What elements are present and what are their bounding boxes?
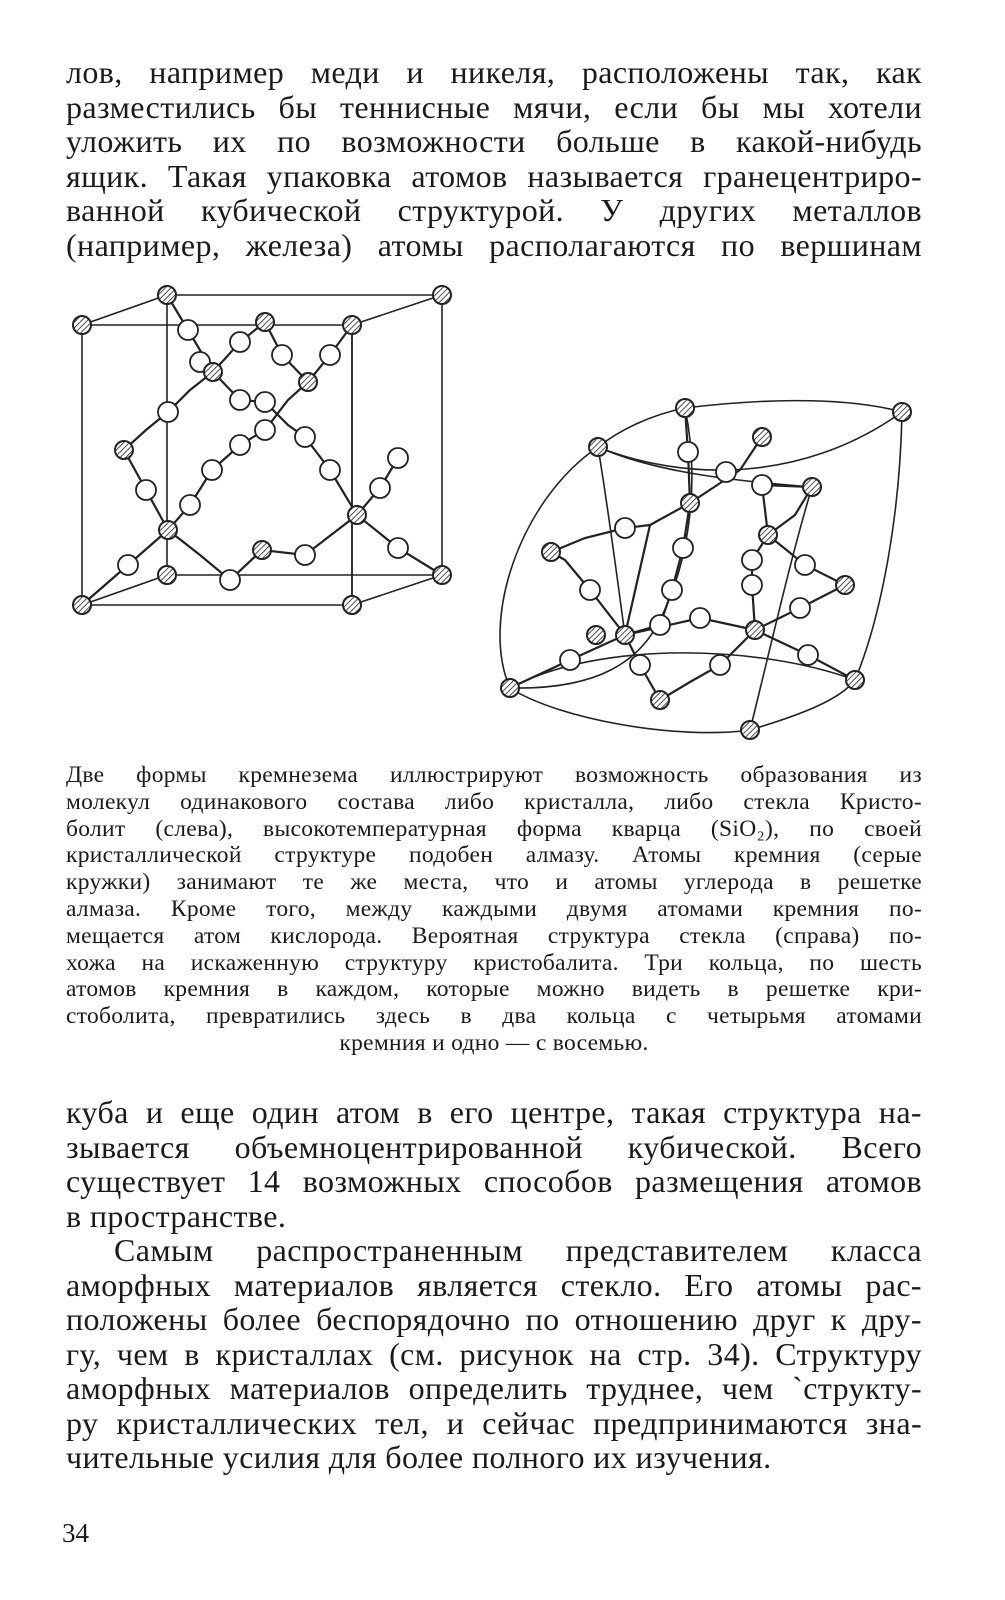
text-line: гу, чем в кристаллах (см. рисунок на стр. 34). Структуру bbox=[66, 1335, 922, 1372]
text-line: ящик. Такая упаковка атомов называется гранецентриро- bbox=[66, 157, 922, 194]
bottom-text bbox=[66, 1095, 922, 1475]
caption-line: хожа на искаженную структуру кристобалита. Три кольца, по шесть bbox=[66, 949, 922, 976]
text-line: (например, железа) атомы располагаются по вершинам bbox=[66, 226, 922, 263]
text-line: зывается объемноцентрированной кубической. Всего bbox=[66, 1128, 922, 1165]
silicon-atoms bbox=[501, 399, 911, 739]
text-line: лов, например меди и никеля, расположены так, как bbox=[66, 54, 922, 90]
caption-line: кристаллической структуре подобен алмазу. Атомы кремния (серые bbox=[66, 842, 922, 869]
figure-caption bbox=[66, 762, 922, 1057]
text-line: разместились бы теннисные мячи, если бы мы хотели bbox=[66, 88, 922, 125]
page-number: 34 bbox=[62, 1518, 89, 1548]
text-line: ру кристаллических тел, и сейчас предпринимаются зна- bbox=[66, 1404, 922, 1441]
caption-line: кружки) занимают те же места, что и атомы углерода в решетке bbox=[66, 869, 922, 896]
caption-line: болит (слева), высокотемпературная форма кварца (SiO₂), по своей bbox=[66, 815, 922, 842]
cristobalite-lattice bbox=[73, 286, 451, 614]
caption-line: мещается атом кислорода. Вероятная структура стекла (справа) по- bbox=[66, 922, 922, 949]
text-line: чительные усилия для более полного их изучения. bbox=[66, 1439, 772, 1475]
text-line: куба и еще один атом в его центре, такая структура на- bbox=[66, 1094, 922, 1130]
text-line: аморфных материалов является стекло. Его атомы рас- bbox=[66, 1266, 922, 1303]
caption-line: стоболита, превратились здесь в два кольца с четырьмя атомами bbox=[66, 1003, 922, 1030]
text-line: в пространстве. bbox=[66, 1197, 287, 1234]
caption-line: молекул одинакового состава либо кристалла, либо стекла Кристо- bbox=[66, 788, 922, 815]
text-line: существует 14 возможных способов размещения атомов bbox=[66, 1163, 922, 1199]
caption-line: Две формы кремнезема иллюстрируют возможность образования из bbox=[66, 762, 922, 788]
caption-line: атомов кремния в каждом, которые можно видеть в решетке кри- bbox=[66, 976, 922, 1003]
text-line: ванной кубической структурой. У других металлов bbox=[66, 192, 922, 228]
caption-line: алмаза. Кроме того, между каждыми двумя атомами кремния по- bbox=[66, 895, 922, 922]
text-line: положены более беспорядочно по отношению друг к дру- bbox=[66, 1301, 922, 1337]
caption-line: кремния и одно — с восемью. bbox=[339, 1029, 649, 1056]
text-line: Самым распространенным представителем класса bbox=[114, 1232, 922, 1268]
silica-figure bbox=[0, 0, 1005, 760]
text-line: аморфных материалов определить труднее, чем `структу- bbox=[66, 1370, 922, 1406]
glass-structure bbox=[500, 399, 911, 739]
text-line: уложить их по возможности больше в какой-нибудь bbox=[66, 123, 922, 159]
